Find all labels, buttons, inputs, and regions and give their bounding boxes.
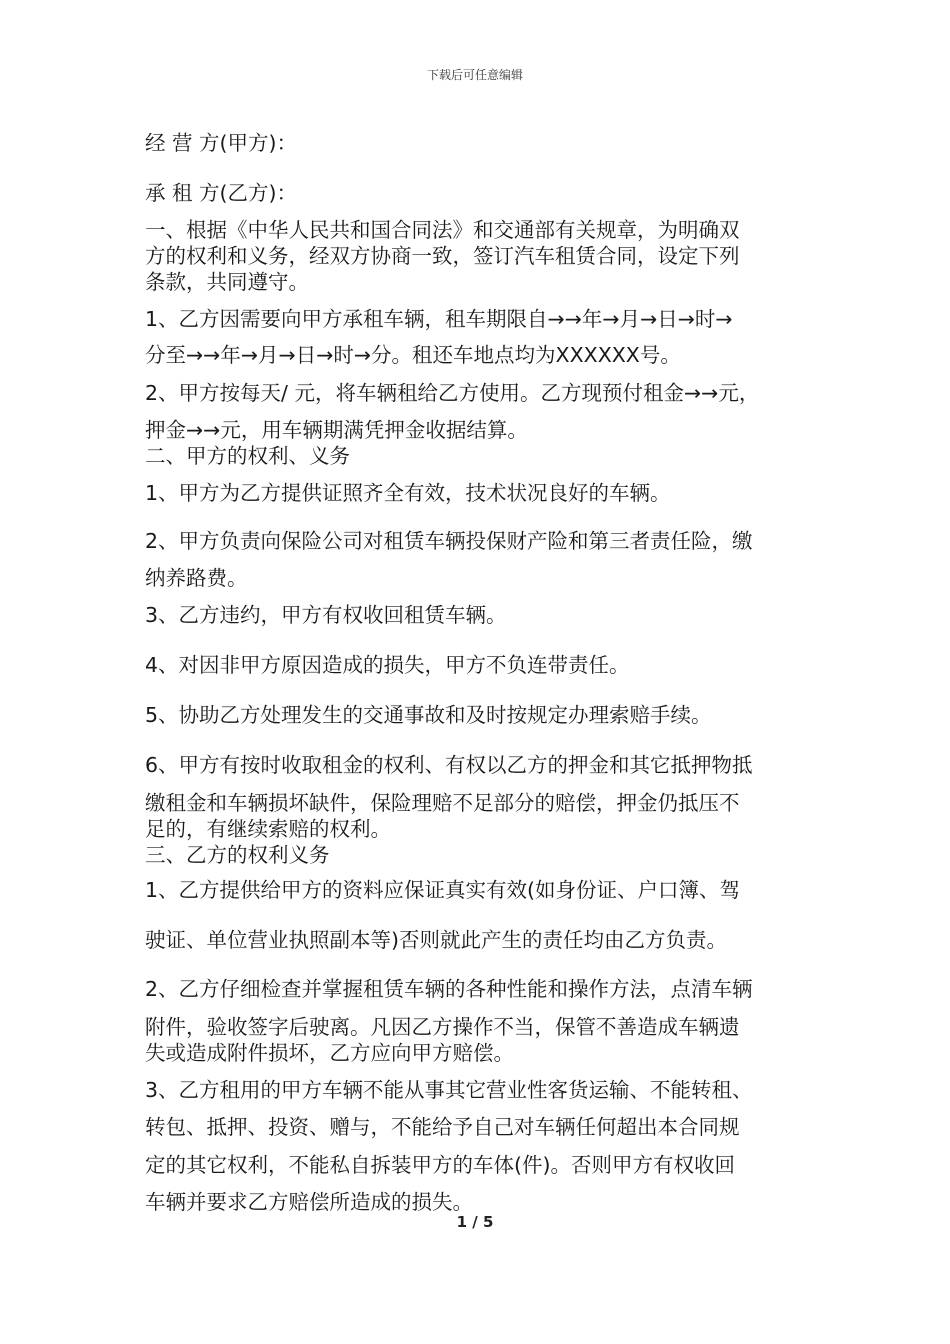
section-heading: 二、甲方的权利、义务 — [145, 444, 350, 468]
text-line: 转包、抵押、投资、赠与，不能给予自己对车辆任何超出本合同规 — [145, 1115, 740, 1139]
text-line: 方的权利和义务，经双方协商一致，签订汽车租赁合同，设定下列 — [145, 244, 740, 268]
text-line: 车辆并要求乙方赔偿所造成的损失。 — [145, 1190, 473, 1214]
page-number: 1 / 5 — [456, 1213, 494, 1231]
text-line: 一、根据《中华人民共和国合同法》和交通部有关规章，为明确双 — [145, 218, 740, 242]
text-line: 1、甲方为乙方提供证照齐全有效，技术状况良好的车辆。 — [145, 481, 671, 505]
text-line: 押金→→元，用车辆期满凭押金收据结算。 — [145, 418, 528, 442]
text-line: 缴租金和车辆损坏缺件，保险理赔不足部分的赔偿，押金仍抵压不 — [145, 791, 740, 815]
text-line: 6、甲方有按时收取租金的权利、有权以乙方的押金和其它抵押物抵 — [145, 753, 753, 777]
text-line: 3、乙方违约，甲方有权收回租赁车辆。 — [145, 603, 507, 627]
text-line: 5、协助乙方处理发生的交通事故和及时按规定办理索赔手续。 — [145, 703, 712, 727]
text-line: 1、乙方因需要向甲方承租车辆，租车期限自→→年→月→日→时→ — [145, 307, 733, 331]
text-line: 附件，验收签字后驶离。凡因乙方操作不当，保管不善造成车辆遗 — [145, 1015, 740, 1039]
text-line: 2、甲方按每天/ 元，将车辆租给乙方使用。乙方现预付租金→→元， — [145, 381, 760, 405]
section-heading: 三、乙方的权利义务 — [145, 843, 330, 867]
text-line: 条款，共同遵守。 — [145, 270, 309, 294]
text-line: 纳养路费。 — [145, 566, 248, 590]
text-line: 经 营 方(甲方)： — [145, 131, 298, 155]
text-line: 2、甲方负责向保险公司对租赁车辆投保财产险和第三者责任险，缴 — [145, 529, 753, 553]
header-note: 下载后可任意编辑 — [426, 68, 523, 82]
text-line: 3、乙方租用的甲方车辆不能从事其它营业性客货运输、不能转租、 — [145, 1078, 753, 1102]
text-line: 失或造成附件损坏，乙方应向甲方赔偿。 — [145, 1041, 514, 1065]
text-line: 定的其它权利，不能私自拆装甲方的车体(件)。否则甲方有权收回 — [145, 1153, 735, 1177]
text-line: 驶证、单位营业执照副本等)否则就此产生的责任均由乙方负责。 — [145, 928, 727, 952]
text-line: 2、乙方仔细检查并掌握租赁车辆的各种性能和操作方法，点清车辆 — [145, 977, 753, 1001]
text-line: 分至→→年→月→日→时→分。租还车地点均为XXXXXX号。 — [145, 343, 681, 367]
text-line: 承 租 方(乙方)： — [145, 181, 298, 205]
text-line: 1、乙方提供给甲方的资料应保证真实有效(如身份证、户口簿、驾 — [145, 878, 741, 902]
text-line: 4、对因非甲方原因造成的损失，甲方不负连带责任。 — [145, 653, 630, 677]
text-line: 足的，有继续索赔的权利。 — [145, 817, 391, 841]
